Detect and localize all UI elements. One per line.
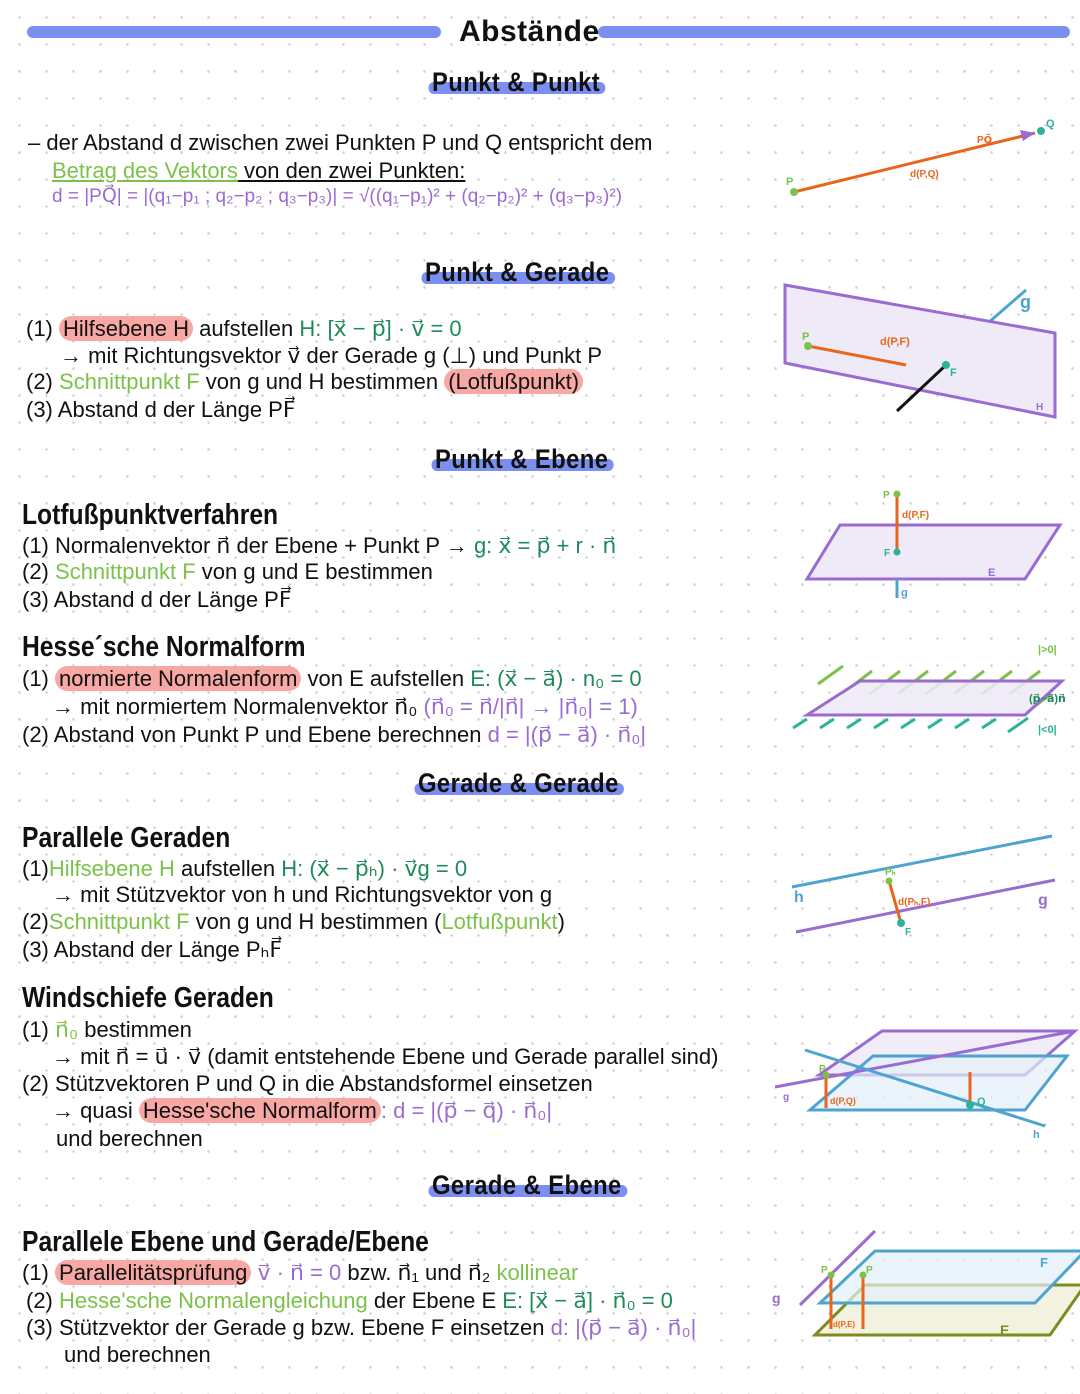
text: von E aufstellen (301, 666, 471, 691)
step-1 (22, 1260, 578, 1286)
step-1 (26, 316, 462, 342)
svg-text:Q: Q (1046, 118, 1055, 130)
highlight-pink-text: Hesse'sche Normalform (139, 1098, 381, 1123)
step-number: (2) (22, 909, 49, 934)
step-1 (22, 666, 642, 692)
step-2 (22, 722, 646, 748)
heading-text: Punkt & Punkt (432, 67, 601, 97)
svg-text:g: g (772, 1290, 781, 1306)
step-1 (22, 856, 467, 882)
svg-text:g: g (783, 1092, 790, 1103)
diagram-punkt-ebene (780, 488, 1070, 603)
svg-text:F: F (905, 927, 912, 938)
text: von g und H bestimmen (199, 369, 445, 394)
highlight-pink-text: (Lotfußpunkt) (444, 369, 583, 394)
step-3: (3) Abstand d der Länge PF⃗ (22, 587, 292, 612)
heading-text: Gerade & Ebene (432, 1170, 622, 1200)
formula: d: |(p⃗ − a⃗) · n⃗₀| (550, 1315, 697, 1340)
subheading-parallele-geraden: Parallele Geraden (22, 822, 231, 854)
text: der Ebene E (367, 1288, 503, 1313)
heading-text: Punkt & Ebene (435, 444, 609, 474)
step-number: (1) (22, 666, 49, 691)
formula: H: [x⃗ − p⃗] · v⃗ = 0 (299, 316, 462, 341)
heading-text: Punkt & Gerade (425, 257, 610, 287)
formula: E: [x⃗ − a⃗] · n⃗₀ = 0 (502, 1288, 673, 1313)
page-title: Abstände (459, 15, 600, 48)
text: von g und H bestimmen ( (189, 909, 442, 934)
highlight-green-text: Betrag des Vektors (52, 158, 238, 183)
svg-text:d(P,E): d(P,E) (833, 1320, 856, 1329)
step-number: (2) (26, 1288, 53, 1313)
diagram-parallele-ebene (765, 1225, 1080, 1345)
highlight-pink-text: Hilfsebene H (59, 316, 193, 341)
svg-text:Q: Q (977, 1096, 986, 1108)
step-3: (3) Abstand d der Länge PF⃗ (26, 397, 296, 422)
subheading-lotfusspunktverfahren: Lotfußpunktverfahren (22, 499, 279, 531)
formula: : d = |(p⃗ − q⃗) · n⃗₀| (380, 1098, 553, 1123)
section-heading-punkt-gerade (425, 257, 609, 288)
formula: d = |(p⃗ − a⃗) · n⃗₀| (487, 722, 647, 747)
highlight-green-text: n⃗₀ (55, 1017, 79, 1042)
text: ) (557, 909, 565, 934)
step-1-sub (52, 694, 638, 720)
svg-text:H: H (1036, 402, 1044, 413)
svg-text:g: g (1038, 892, 1048, 909)
step-3 (26, 1315, 696, 1341)
text: → quasi (52, 1098, 139, 1123)
step-number: (1) (22, 856, 49, 881)
svg-text:d(P,F): d(P,F) (880, 336, 910, 348)
highlight-green-text: Hesse'sche Normalengleichung (59, 1288, 368, 1313)
svg-text:|<0|: |<0| (1038, 724, 1057, 736)
highlight-pink-text: normierte Normalenform (55, 666, 301, 691)
step-2 (22, 559, 433, 585)
highlight-green-text: Schnittpunkt F (48, 909, 190, 934)
svg-text:g: g (1020, 292, 1031, 312)
svg-text:(p⃗−a⃗)n⃗: (p⃗−a⃗)n⃗ (1029, 693, 1066, 705)
svg-text:d(P,Q): d(P,Q) (910, 169, 939, 180)
highlight-green-text: Lotfußpunkt (441, 909, 558, 934)
diagram-punkt-gerade (780, 280, 1070, 420)
svg-text:P: P (821, 1265, 828, 1276)
section-heading-punkt-ebene (435, 444, 608, 475)
svg-text:P: P (802, 331, 810, 343)
svg-text:F: F (1040, 1255, 1048, 1270)
diagram-windschiefe-geraden (775, 1020, 1080, 1140)
text: aufstellen (192, 316, 300, 341)
highlight-pink-text: Parallelitätsprüfung (55, 1260, 251, 1285)
text: von den zwei Punkten: (237, 158, 466, 183)
section-heading-gerade-gerade (418, 768, 619, 799)
highlight-green-text: kollinear (496, 1260, 579, 1285)
svg-text:F: F (884, 548, 891, 559)
step-3-end: und berechnen (64, 1342, 211, 1367)
svg-text:Pₕ: Pₕ (885, 867, 896, 878)
step-2-sub (52, 1098, 552, 1124)
highlight-green-text: Schnittpunkt F (59, 369, 200, 394)
svg-text:P: P (866, 1265, 873, 1276)
svg-text:h: h (1033, 1129, 1040, 1141)
subheading-hesse-normalform: Hesse´sche Normalform (22, 631, 306, 663)
step-1-sub: → mit Richtungsvektor v⃗ der Gerade g (⊥) und Punkt P (60, 343, 603, 368)
formula: g: x⃗ = p⃗ + r · n⃗ (473, 533, 617, 558)
step-number: (2) (22, 559, 49, 584)
highlight-green-text: Hilfsebene H (48, 856, 175, 881)
svg-text:E: E (988, 567, 996, 579)
step-2 (22, 909, 565, 935)
step-1-sub: → mit n⃗ = u⃗ · v⃗ (damit entstehende Ebene und Gerade parallel sind) (52, 1044, 719, 1069)
formula: v⃗ · n⃗ = 0 (251, 1260, 342, 1285)
step-1 (22, 1017, 192, 1043)
title-bar-right (598, 26, 1070, 38)
svg-text:d(P,F): d(P,F) (902, 510, 930, 521)
formula: E: (x⃗ − a⃗) · n₀ = 0 (470, 666, 642, 691)
text: bzw. n⃗₁ und n⃗₂ (341, 1260, 497, 1285)
step-number: (1) (22, 1260, 49, 1285)
text: bestimmen (78, 1017, 192, 1042)
step-2 (26, 1288, 673, 1314)
title-bar-left (27, 26, 441, 38)
diagram-parallele-geraden (780, 830, 1070, 960)
diagram-punkt-punkt (780, 115, 1060, 205)
svg-text:P: P (883, 490, 890, 501)
step-1-sub: → mit Stützvektor von h und Richtungsvektor von g (52, 882, 553, 907)
step-number: (1) (26, 316, 53, 341)
svg-text:P: P (786, 176, 794, 188)
svg-text:h: h (794, 889, 804, 906)
step-3: (3) Abstand der Länge PₕF⃗ (22, 937, 283, 962)
svg-text:PQ⃗: PQ⃗ (977, 135, 993, 146)
subheading-windschiefe-geraden: Windschiefe Geraden (22, 982, 274, 1014)
section-heading-punkt-punkt (432, 67, 600, 98)
heading-text: Gerade & Gerade (418, 768, 619, 798)
text: (3) Stützvektor der Gerade g bzw. Ebene F einsetzen (26, 1315, 551, 1340)
subheading-parallele-ebene-gerade: Parallele Ebene und Gerade/Ebene (22, 1226, 429, 1258)
text: (1) Normalenvektor n⃗ der Ebene + Punkt P → (22, 533, 468, 558)
svg-text:d(P,Q): d(P,Q) (830, 1096, 856, 1106)
svg-text:d(Pₕ,F): d(Pₕ,F) (898, 897, 931, 908)
text: von g und E bestimmen (195, 559, 433, 584)
svg-text:E: E (1000, 1322, 1010, 1338)
text: → mit normiertem Normalenvektor n⃗₀ (52, 694, 418, 719)
step-2 (26, 369, 583, 395)
step-2-end: und berechnen (56, 1126, 203, 1151)
section-heading-gerade-ebene (432, 1170, 622, 1201)
text-line: – der Abstand d zwischen zwei Punkten P und Q entspricht dem (28, 130, 653, 155)
highlight-green-text: Schnittpunkt F (55, 559, 196, 584)
formula: (n⃗₀ = n⃗/|n⃗| → |n⃗₀| = 1) (423, 694, 638, 719)
text: (2) Abstand von Punkt P und Ebene berechnen (22, 722, 488, 747)
text: aufstellen (174, 856, 282, 881)
formula: d = |PQ⃗| = |(q₁−p₁ ; q₂−p₂ ; q₃−p₃)| = √((q₁−p₁)² + (q₂−p₂)² + (q₃−p₃)²) (52, 186, 623, 207)
step-2: (2) Stützvektoren P und Q in die Abstandsformel einsetzen (22, 1071, 593, 1096)
text-line (52, 158, 465, 184)
svg-text:F: F (950, 367, 957, 379)
svg-text:P: P (819, 1064, 826, 1075)
step-1 (22, 533, 616, 559)
formula: H: (x⃗ − p⃗ₕ) · v⃗g = 0 (281, 856, 468, 881)
diagram-hesse-normalform (780, 636, 1075, 746)
step-number: (2) (26, 369, 53, 394)
svg-text:|>0|: |>0| (1038, 644, 1057, 656)
step-number: (1) (22, 1017, 49, 1042)
svg-text:g: g (901, 587, 908, 599)
